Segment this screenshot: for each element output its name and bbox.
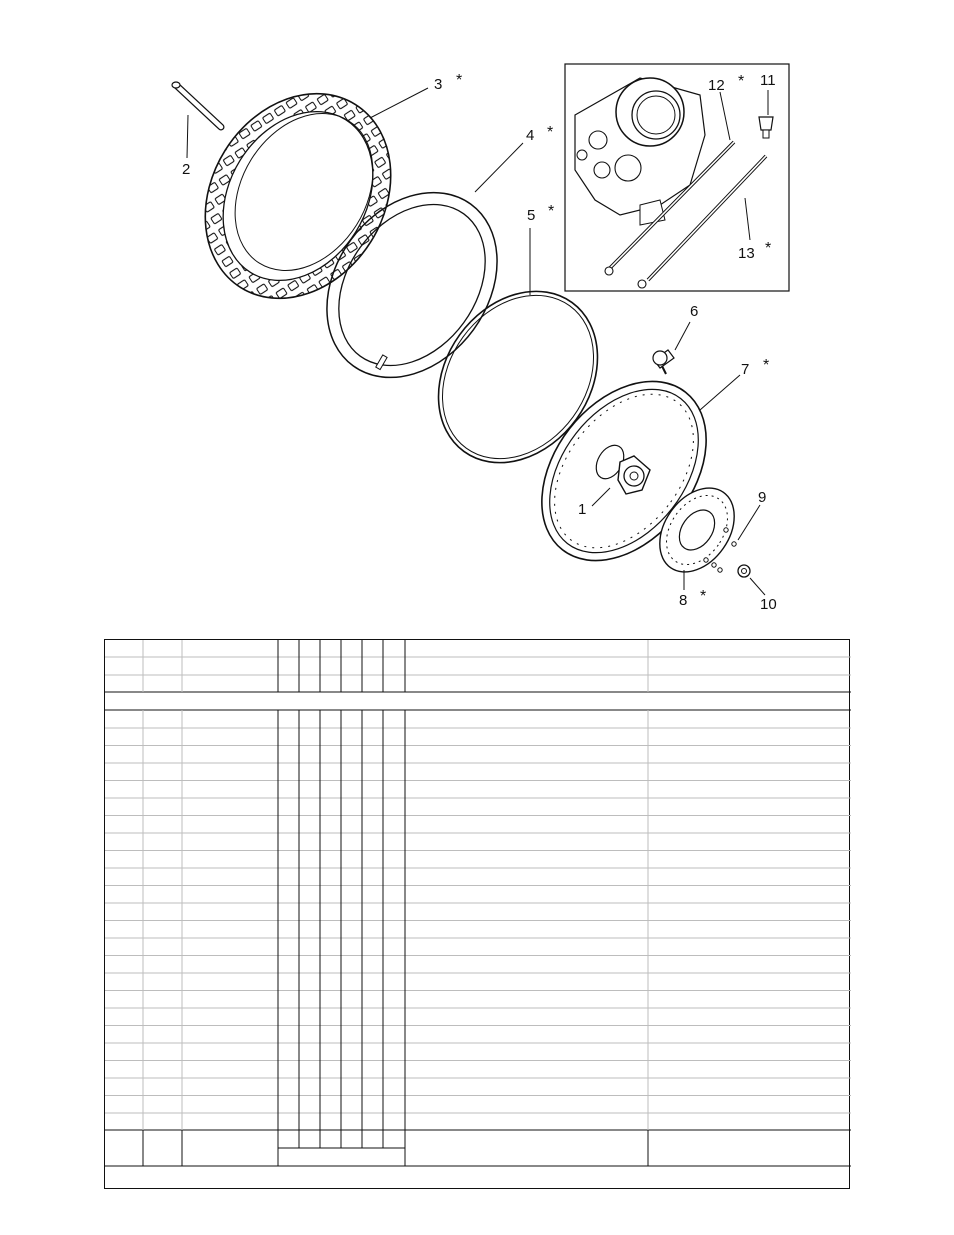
callout-12: 12 [708, 77, 725, 94]
parts-table-grid [105, 640, 851, 1190]
callout-8-star: * [700, 588, 707, 605]
valve-part [653, 322, 690, 374]
callout-3-star: * [456, 72, 463, 89]
callout-4: 4 [526, 127, 535, 144]
spoke-detail-inset [565, 64, 789, 291]
callout-4-star: * [547, 124, 554, 141]
callout-7-star: * [763, 357, 770, 374]
wheel-hub [591, 440, 650, 506]
parts-list-table [104, 639, 850, 1189]
callout-11: 11 [760, 72, 776, 89]
callout-6: 6 [690, 303, 699, 320]
callout-7: 7 [741, 361, 750, 378]
callout-9: 9 [758, 489, 767, 506]
callout-13-star: * [765, 240, 772, 257]
callout-8: 8 [679, 592, 688, 609]
callout-3: 3 [434, 76, 443, 93]
callout-5-star: * [548, 203, 555, 220]
callout-10: 10 [760, 596, 777, 613]
callout-13: 13 [738, 245, 755, 262]
callout-12-star: * [738, 73, 745, 90]
axle-nut [738, 565, 765, 595]
axle [172, 82, 221, 158]
callout-1: 1 [578, 501, 587, 518]
callout-5: 5 [527, 207, 536, 224]
callout-2: 2 [182, 161, 191, 178]
tire [168, 59, 428, 333]
